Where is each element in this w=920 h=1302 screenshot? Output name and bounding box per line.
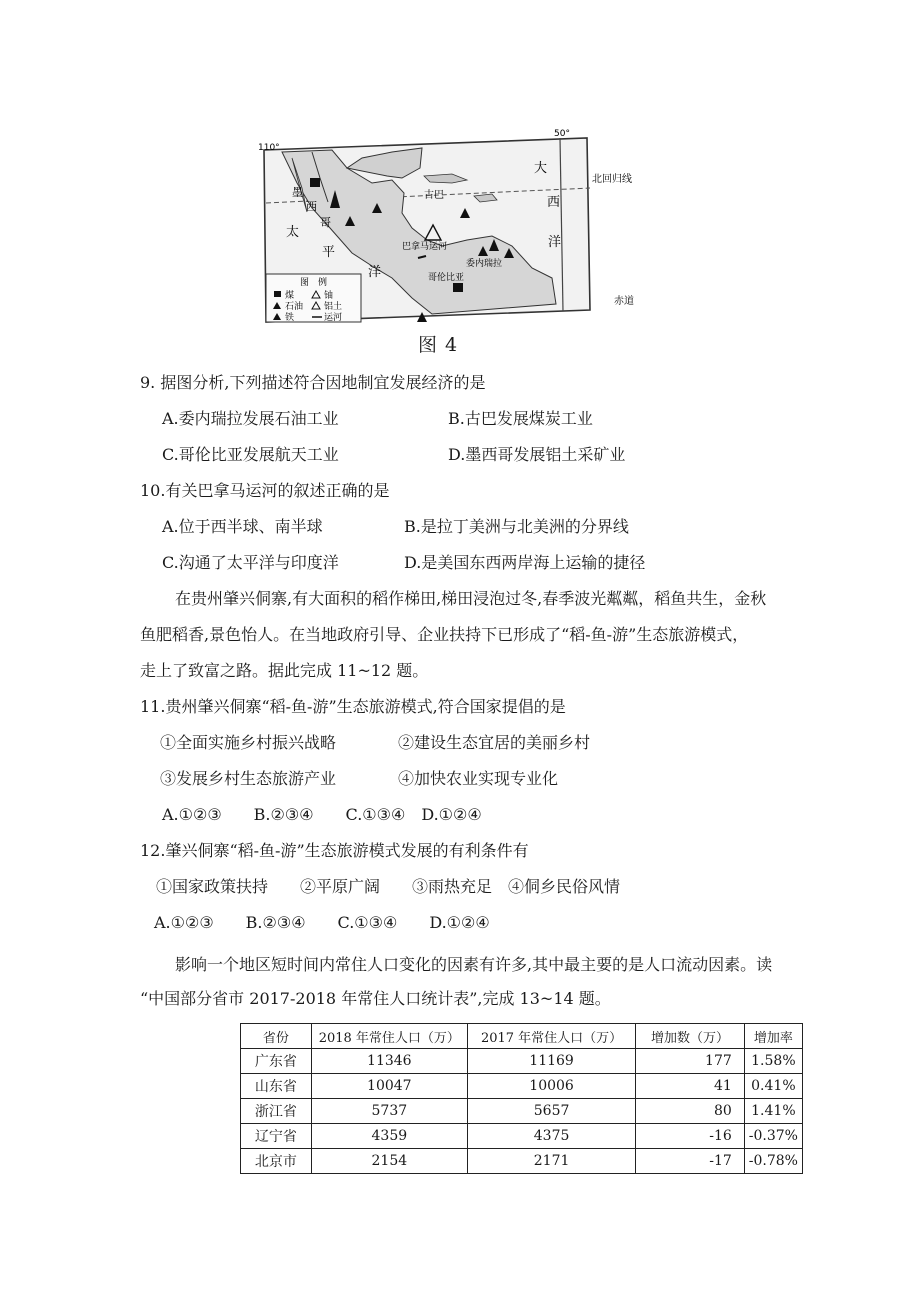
q10-stem: 10.有关巴拿马运河的叙述正确的是 [140, 481, 390, 500]
lon-right-label: 50° [554, 129, 570, 139]
figure-caption: 图 4 [418, 334, 459, 356]
cuba-label: 古巴 [424, 190, 444, 201]
table-header-row [241, 1024, 803, 1049]
colombia-label: 哥伦比亚 [428, 273, 465, 283]
cell-2017: 10006 [467, 1074, 635, 1099]
cell-2017: 2171 [467, 1149, 635, 1174]
atlantic-label-1: 大 [534, 161, 548, 176]
cell-increase: 177 [636, 1049, 745, 1074]
q11-statement-2: ②建设生态宜居的美丽乡村 [398, 733, 591, 752]
cell-2018: 11346 [311, 1049, 467, 1074]
cell-rate: -0.78% [744, 1149, 802, 1174]
header-increase: 增加数（万） [636, 1024, 745, 1049]
q11-stem: 11.贵州肇兴侗寨“稻-鱼-游”生态旅游模式,符合国家提倡的是 [140, 697, 566, 716]
cell-increase: 41 [636, 1074, 745, 1099]
cell-2017: 5657 [467, 1099, 635, 1124]
cell-2018: 5737 [311, 1099, 467, 1124]
cell-increase: 80 [636, 1099, 745, 1124]
q9-option-b: B.古巴发展煤炭工业 [448, 409, 593, 428]
q10-option-d: D.是美国东西两岸海上运输的捷径 [404, 553, 646, 572]
legend-item-canal: 运河 [324, 313, 343, 323]
header-2017: 2017 年常住人口（万） [467, 1024, 635, 1049]
header-2018: 2018 年常住人口（万） [311, 1024, 467, 1049]
mexico-label-1: 墨 [292, 186, 303, 199]
q10-option-c: C.沟通了太平洋与印度洋 [162, 553, 339, 572]
cell-rate: 0.41% [744, 1074, 802, 1099]
legend-item-uranium: 铀 [324, 291, 334, 301]
atlantic-label-2: 西 [547, 195, 561, 210]
legend-item-iron: 铁 [285, 313, 295, 323]
q12-answer-options: A.①②③ B.②③④ C.①③④ D.①②④ [154, 913, 490, 932]
legend-item-oil: 石油 [285, 302, 304, 312]
mexico-label-2: 西 [306, 200, 317, 213]
table-row [241, 1149, 803, 1174]
mexico-label-3: 哥 [320, 216, 331, 229]
table-row [241, 1074, 803, 1099]
cell-rate: -0.37% [744, 1124, 802, 1149]
q11-statement-3: ③发展乡村生态旅游产业 [160, 769, 337, 788]
legend-title: 图 例 [300, 278, 328, 288]
cell-rate: 1.58% [744, 1049, 802, 1074]
atlantic-label-3: 洋 [548, 235, 562, 250]
cell-rate: 1.41% [744, 1099, 802, 1124]
pacific-label-3: 洋 [368, 265, 382, 280]
q12-conditions: ①国家政策扶持 ②平原广阔 ③雨热充足 ④侗乡民俗风情 [156, 877, 621, 896]
central-america-map [252, 128, 647, 328]
lon-left-label: 110° [258, 143, 280, 153]
q12-stem: 12.肇兴侗寨“稻-鱼-游”生态旅游模式发展的有利条件有 [140, 841, 529, 860]
q10-option-b: B.是拉丁美洲与北美洲的分界线 [404, 517, 629, 536]
q9-option-d: D.墨西哥发展铝土采矿业 [448, 445, 626, 464]
table-row [241, 1124, 803, 1149]
cell-province: 山东省 [241, 1074, 312, 1099]
cell-province: 北京市 [241, 1149, 312, 1174]
population-table [240, 1023, 803, 1174]
passage1-line1: 在贵州肇兴侗寨,有大面积的稻作梯田,梯田浸泡过冬,春季波光粼粼，稻鱼共生，金秋 [175, 589, 767, 608]
q11-statement-4: ④加快农业实现专业化 [398, 769, 559, 788]
legend-item-bauxite: 铝土 [324, 302, 343, 312]
cell-2017: 11169 [467, 1049, 635, 1074]
q11-statement-1: ①全面实施乡村振兴战略 [160, 733, 337, 752]
cell-2017: 4375 [467, 1124, 635, 1149]
pacific-label-2: 平 [322, 245, 336, 260]
panama-canal-label: 巴拿马运河 [402, 242, 448, 252]
cell-2018: 4359 [311, 1124, 467, 1149]
header-province: 省份 [241, 1024, 312, 1049]
q9-option-a: A.委内瑞拉发展石油工业 [162, 409, 339, 428]
passage2-line2: “中国部分省市 2017-2018 年常住人口统计表”,完成 13~14 题。 [140, 989, 611, 1008]
q9-stem: 9. 据图分析,下列描述符合因地制宜发展经济的是 [140, 373, 486, 392]
cell-increase: -16 [636, 1124, 745, 1149]
cell-2018: 10047 [311, 1074, 467, 1099]
legend-item-coal: 煤 [285, 291, 295, 301]
q11-answer-options: A.①②③ B.②③④ C.①③④ D.①②④ [162, 805, 482, 824]
q9-option-c: C.哥伦比亚发展航天工业 [162, 445, 339, 464]
q10-option-a: A.位于西半球、南半球 [162, 517, 323, 536]
passage1-line2: 鱼肥稻香,景色怡人。在当地政府引导、企业扶持下已形成了“稻-鱼-游”生态旅游模式， [140, 625, 749, 644]
cell-2018: 2154 [311, 1149, 467, 1174]
table-row [241, 1049, 803, 1074]
header-rate: 增加率 [744, 1024, 802, 1049]
table-row [241, 1099, 803, 1124]
passage1-line3: 走上了致富之路。据此完成 11~12 题。 [140, 661, 429, 680]
tropic-cancer-label: 北回归线 [592, 174, 632, 185]
cell-province: 辽宁省 [241, 1124, 312, 1149]
cell-province: 广东省 [241, 1049, 312, 1074]
cell-increase: -17 [636, 1149, 745, 1174]
equator-label: 赤道 [614, 296, 634, 307]
passage2-line1: 影响一个地区短时间内常住人口变化的因素有许多,其中最主要的是人口流动因素。读 [175, 955, 773, 974]
venezuela-label: 委内瑞拉 [466, 259, 503, 269]
pacific-label-1: 太 [286, 225, 300, 240]
cell-province: 浙江省 [241, 1099, 312, 1124]
